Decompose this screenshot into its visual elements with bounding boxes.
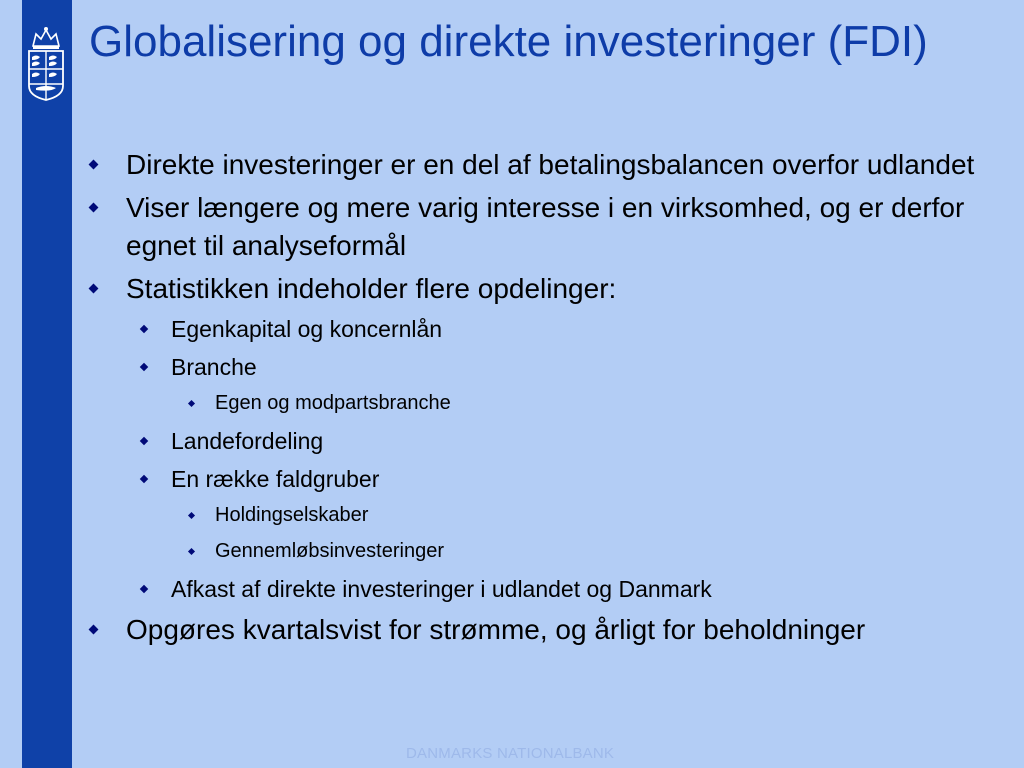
bullet-item-level-1 xyxy=(88,270,988,308)
bullet-text: Viser længere og mere varig interesse i en virksomhed, og er derfor egnet til analyseformål xyxy=(126,192,965,261)
bullet-text: Gennemløbsinvesteringer xyxy=(215,540,444,562)
bullet-text: Statistikken indeholder flere opdelinger: xyxy=(126,273,617,304)
diamond-bullet-icon xyxy=(89,625,99,635)
bullet-item-level-2 xyxy=(88,463,988,495)
bullet-list xyxy=(88,146,988,654)
bullet-item-level-2 xyxy=(88,425,988,457)
bullet-text: Egen og modpartsbranche xyxy=(215,392,451,414)
diamond-bullet-icon xyxy=(140,325,148,333)
bullet-text: Branche xyxy=(171,354,257,380)
bullet-text: Direkte investeringer er en del af betalingsbalancen overfor udlandet xyxy=(126,149,975,180)
diamond-bullet-icon xyxy=(140,585,148,593)
diamond-bullet-icon xyxy=(140,363,148,371)
diamond-bullet-icon xyxy=(89,203,99,213)
diamond-bullet-icon xyxy=(89,160,99,170)
diamond-bullet-icon xyxy=(89,284,99,294)
bullet-item-level-3 xyxy=(88,389,988,417)
sidebar-strip xyxy=(22,0,72,768)
diamond-bullet-icon xyxy=(140,475,148,483)
bullet-item-level-1 xyxy=(88,189,988,265)
bullet-item-level-2 xyxy=(88,313,988,345)
slide-title: Globalisering og direkte investeringer (FDI) xyxy=(89,17,928,66)
diamond-bullet-icon xyxy=(140,437,148,445)
bullet-text: Landefordeling xyxy=(171,428,324,454)
bullet-item-level-1 xyxy=(88,146,988,184)
bullet-item-level-3 xyxy=(88,537,988,565)
bullet-text: Afkast af direkte investeringer i udlandet og Danmark xyxy=(171,576,712,602)
bullet-text: Opgøres kvartalsvist for strømme, og årligt for beholdninger xyxy=(126,614,866,645)
bullet-item-level-2 xyxy=(88,573,988,605)
danish-coat-of-arms-icon xyxy=(24,24,68,104)
bullet-text: Holdingselskaber xyxy=(215,504,369,526)
bullet-item-level-2 xyxy=(88,351,988,383)
bullet-text: Egenkapital og koncernlån xyxy=(171,316,443,342)
bullet-item-level-1 xyxy=(88,611,988,649)
bullet-text: En række faldgruber xyxy=(171,466,380,492)
diamond-bullet-icon xyxy=(188,512,195,519)
bullet-item-level-3 xyxy=(88,501,988,529)
footer-text: DANMARKS NATIONALBANK xyxy=(406,745,615,762)
diamond-bullet-icon xyxy=(188,548,195,555)
diamond-bullet-icon xyxy=(188,400,195,407)
